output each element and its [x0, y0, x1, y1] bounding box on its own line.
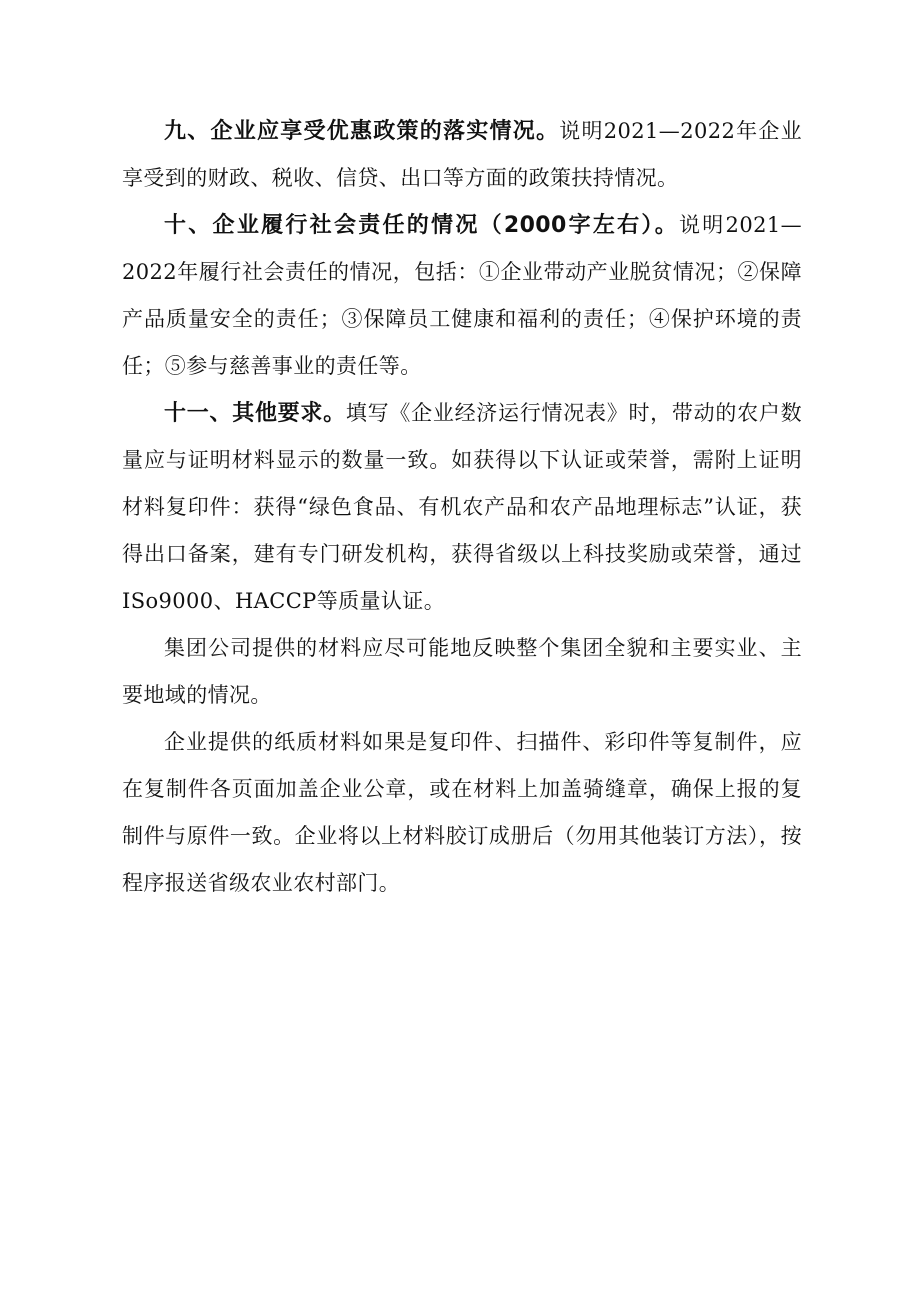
group-company-paragraph: 集团公司提供的材料应尽可能地反映整个集团全貌和主要实业、主要地域的情况。: [122, 636, 802, 707]
section-10: [122, 202, 802, 390]
section-9-heading: 九、企业应享受优惠政策的落实情况。: [164, 119, 560, 144]
document-body: [122, 108, 802, 907]
section-10-heading: 十、企业履行社会责任的情况（2000字左右）。: [164, 213, 679, 238]
section-9-text: 说明2021—2022年企业享受到的财政、税收、信贷、出口等方面的政策扶持情况。: [122, 119, 802, 190]
section-10-text: 说明2021—2022年履行社会责任的情况，包括：①企业带动产业脱贫情况；②保障产品质量安全的责任；③保障员工健康和福利的责任；④保护环境的责任；⑤参与慈善事业的责任等。: [122, 213, 802, 378]
paper-materials-paragraph: 企业提供的纸质材料如果是复印件、扫描件、彩印件等复制件，应在复制件各页面加盖企业公章，或在材料上加盖骑缝章，确保上报的复制件与原件一致。企业将以上材料胶订成册后（勿用其他装订方法），按程序报送省级农业农村部门。: [122, 730, 802, 895]
section-11-text: 填写《企业经济运行情况表》时，带动的农户数量应与证明材料显示的数量一致。如获得以下认证或荣誉，需附上证明材料复印件：获得“绿色食品、有机农产品和农产品地理标志”认证，获得出口备案，建有专门研发机构，获得省级以上科技奖励或荣誉，通过ISo9000、HACCP等质量认证。: [122, 401, 802, 613]
section-11: [122, 390, 802, 625]
section-9: [122, 108, 802, 202]
section-11-heading: 十一、其他要求。: [164, 401, 346, 426]
